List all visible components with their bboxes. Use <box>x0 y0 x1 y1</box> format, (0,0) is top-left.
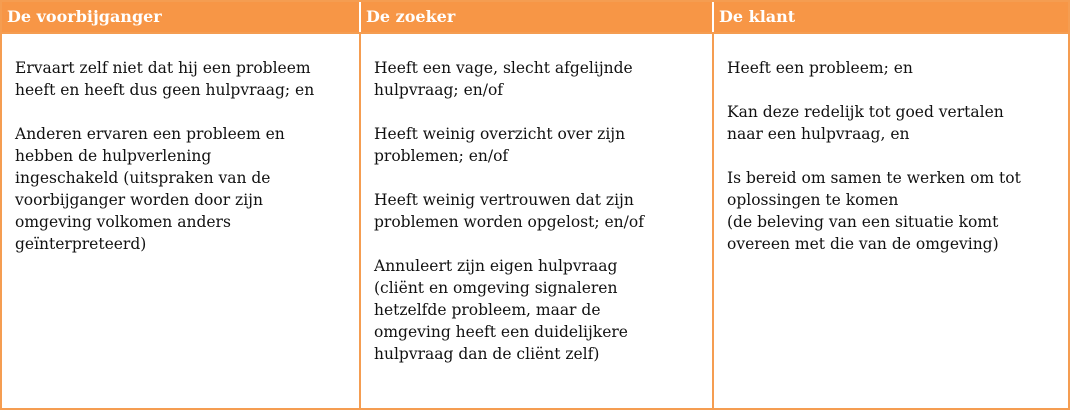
text-line: Heeft een probleem; en <box>727 59 913 77</box>
cell-zoeker <box>359 32 712 408</box>
column-header-zoeker: De zoeker <box>359 2 712 32</box>
text-line: geïnterpreteerd) <box>15 235 147 253</box>
column-header-klant: De klant <box>712 2 1068 32</box>
text-line: naar een hulpvraag, en <box>727 125 910 143</box>
text-line: Heeft een vage, slecht afgelijnde <box>374 59 633 77</box>
text-line: (cliënt en omgeving signaleren <box>374 279 618 297</box>
text-line: omgeving heeft een duidelijkere <box>374 323 628 341</box>
paragraph <box>727 167 1058 255</box>
text-line: problemen; en/of <box>374 147 509 165</box>
text-line: ingeschakeld (uitspraken van de <box>15 169 271 187</box>
text-line: Heeft weinig overzicht over zijn <box>374 125 626 143</box>
text-line: Anderen ervaren een probleem en <box>15 125 285 143</box>
text-line: hebben de hulpverlening <box>15 147 212 165</box>
paragraph <box>727 57 1058 79</box>
text-line: oplossingen te komen <box>727 191 899 209</box>
paragraph <box>15 123 349 255</box>
paragraph <box>374 189 702 233</box>
cell-voorbijganger <box>2 32 359 408</box>
paragraph <box>727 101 1058 145</box>
text-line: Annuleert zijn eigen hulpvraag <box>374 257 618 275</box>
text-line: omgeving volkomen anders <box>15 213 231 231</box>
text-line: hulpvraag dan de cliënt zelf) <box>374 345 600 363</box>
paragraph <box>374 255 702 365</box>
text-line: Ervaart zelf niet dat hij een probleem <box>15 59 311 77</box>
text-line: heeft en heeft dus geen hulpvraag; en <box>15 81 315 99</box>
text-line: Kan deze redelijk tot goed vertalen <box>727 103 1004 121</box>
paragraph <box>15 57 349 101</box>
text-line: hulpvraag; en/of <box>374 81 504 99</box>
text-line: voorbijganger worden door zijn <box>15 191 263 209</box>
paragraph <box>374 123 702 167</box>
column-header-voorbijganger: De voorbijganger <box>2 2 359 32</box>
text-line: Is bereid om samen te werken om tot <box>727 169 1021 187</box>
cell-klant <box>712 32 1068 408</box>
text-line: problemen worden opgelost; en/of <box>374 213 644 231</box>
text-line: Heeft weinig vertrouwen dat zijn <box>374 191 634 209</box>
text-line: hetzelfde probleem, maar de <box>374 301 601 319</box>
paragraph <box>374 57 702 101</box>
text-line: (de beleving van een situatie komt <box>727 213 999 231</box>
text-line: overeen met die van de omgeving) <box>727 235 999 253</box>
